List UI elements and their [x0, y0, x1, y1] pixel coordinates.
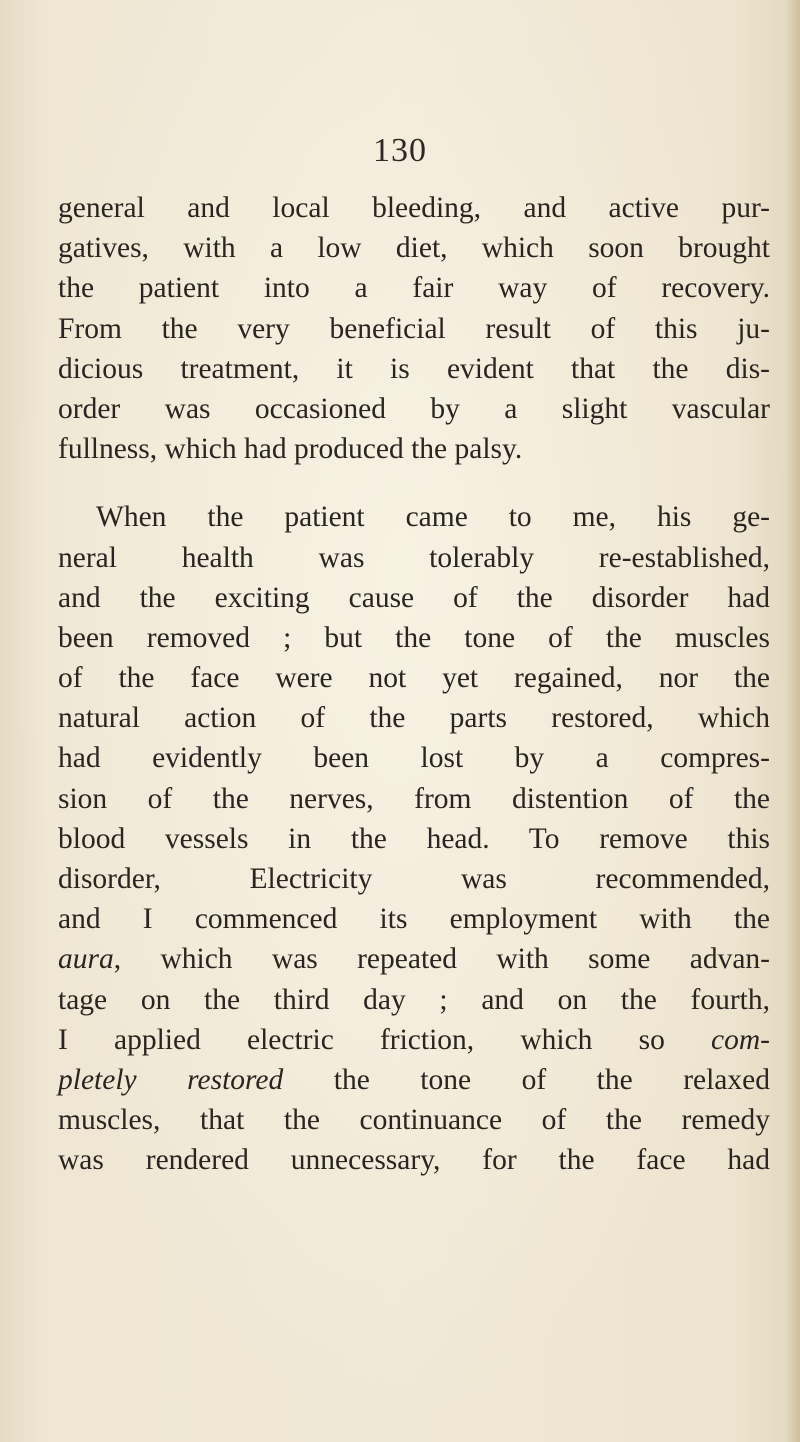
- text-line: gatives, with a low diet, which soon brought: [58, 232, 770, 265]
- text-line: When the patient came to me, his ge-: [96, 501, 770, 534]
- text-span: the tone of the relaxed: [283, 1063, 770, 1096]
- text-line: and the exciting cause of the disorder had: [58, 581, 770, 614]
- text-line: [58, 939, 770, 979]
- text-line: was rendered unnecessary, for the face had: [58, 1144, 770, 1177]
- text-span: , which was repeated with some advan-: [113, 943, 770, 976]
- text-line: [58, 1020, 770, 1060]
- text-span: I applied electric friction, which so: [58, 1023, 712, 1056]
- text-line: disorder, Electricity was recommended,: [58, 863, 770, 895]
- paragraph-2: [58, 497, 770, 1180]
- text-line: [58, 1060, 770, 1100]
- text-line: and I commenced its employment with the: [58, 903, 770, 936]
- text-line: natural action of the parts restored, which: [58, 702, 770, 735]
- text-line: sion of the nerves, from distention of the: [58, 782, 770, 815]
- text-line: had evidently been lost by a compres-: [58, 742, 770, 775]
- text-line: of the face were not yet regained, nor the: [58, 662, 770, 695]
- paragraph-1: [58, 188, 770, 469]
- text-line: general and local bleeding, and active pur-: [58, 192, 770, 224]
- paragraph-gap: [58, 469, 770, 497]
- text-line: tage on the third day ; and on the fourth,: [58, 983, 770, 1016]
- italic-word: com-: [711, 1023, 770, 1056]
- text-line: neral health was tolerably re-established,: [58, 541, 770, 574]
- text-line: been removed ; but the tone of the muscles: [58, 621, 770, 654]
- text-line: From the very beneficial result of this ju-: [58, 312, 770, 345]
- page-number: 130: [373, 132, 427, 169]
- text-line: muscles, that the continuance of the remedy: [58, 1104, 770, 1137]
- body-text: [58, 188, 770, 1181]
- italic-phrase: pletely restored: [58, 1063, 284, 1096]
- text-line: dicious treatment, it is evident that the dis-: [58, 352, 770, 385]
- text-line: blood vessels in the head. To remove this: [58, 822, 770, 855]
- italic-word: aura: [58, 943, 114, 976]
- text-line: the patient into a fair way of recovery.: [58, 272, 770, 305]
- text-line: order was occasioned by a slight vascular: [58, 392, 770, 425]
- page-edge-shadow: [786, 0, 800, 1442]
- text-line: fullness, which had produced the palsy.: [58, 433, 523, 466]
